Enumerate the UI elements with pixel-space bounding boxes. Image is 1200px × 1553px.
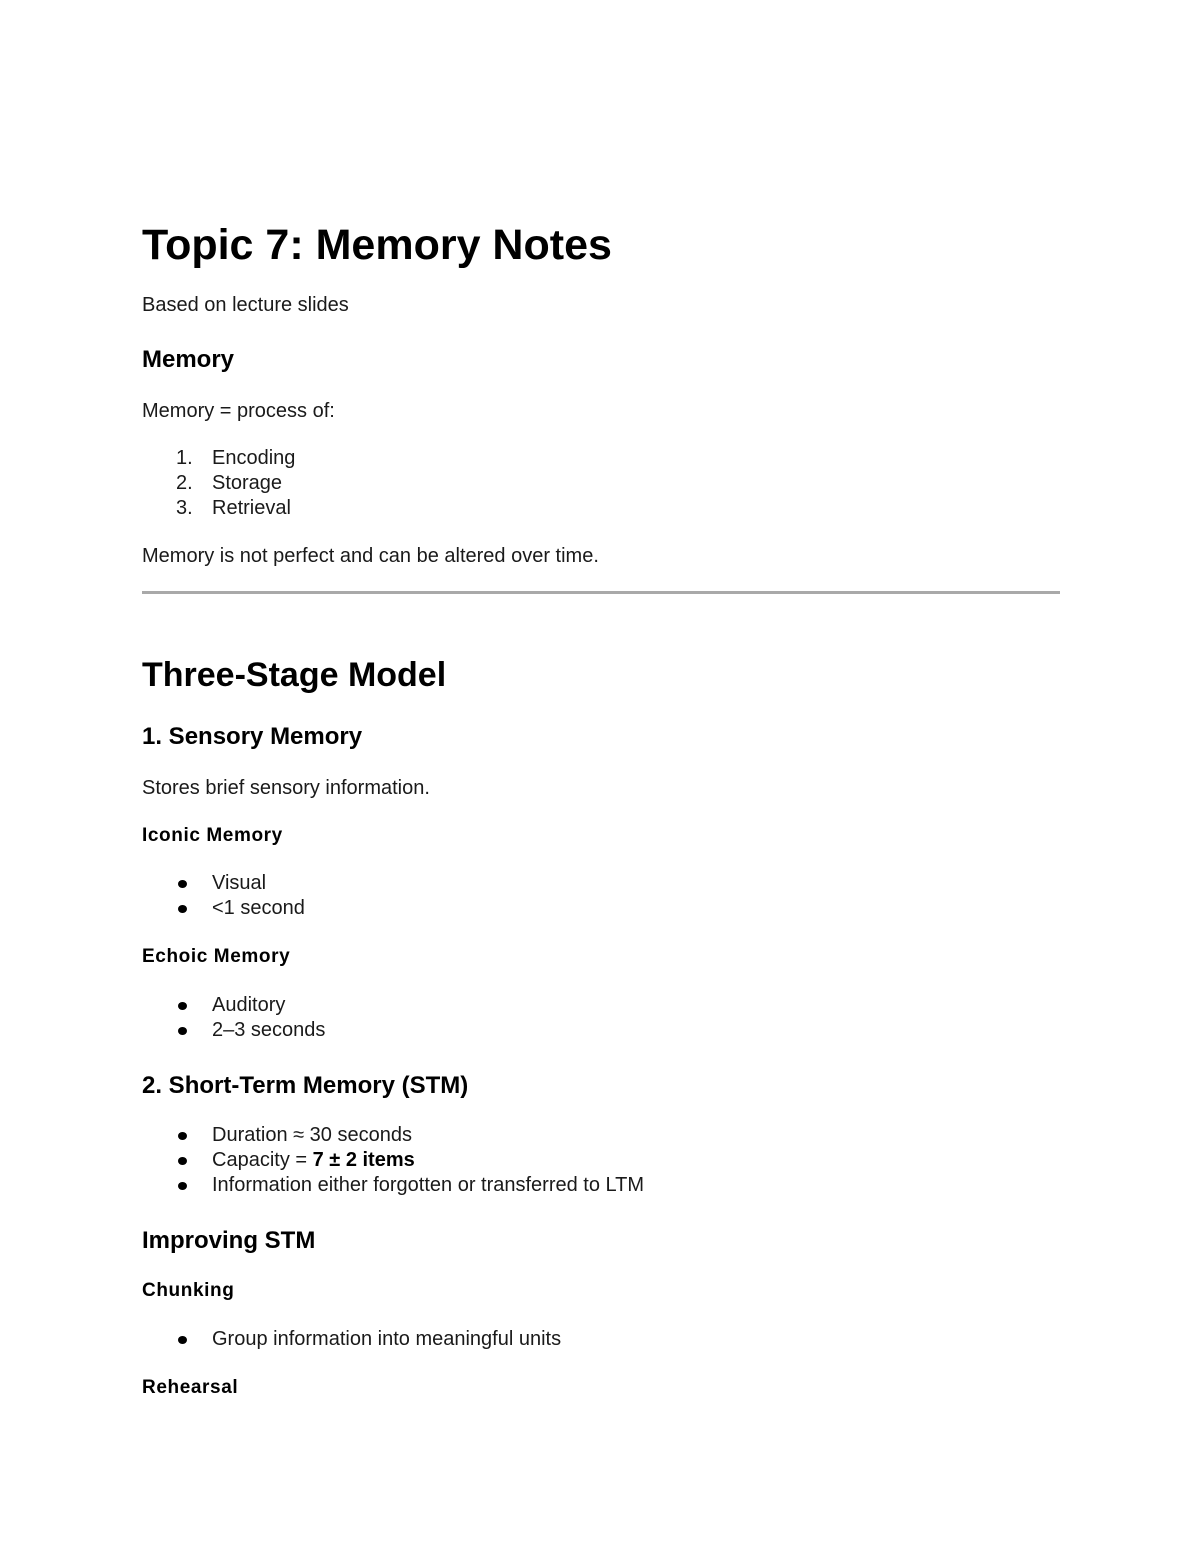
sensory-memory-text: Stores brief sensory information. [142,777,430,799]
chunking-heading: Chunking [142,1280,235,1301]
list-item-text: Duration ≈ 30 seconds [212,1124,412,1146]
bullet-icon [178,1027,187,1035]
list-item-text: Information either forgotten or transferred to LTM [212,1174,645,1196]
sensory-memory-heading: 1. Sensory Memory [142,723,363,750]
rehearsal-heading: Rehearsal [142,1377,239,1398]
list-item-text: Storage [212,472,283,494]
list-number: 3. [176,497,193,519]
list-item [142,993,325,1018]
chunking-list [142,1327,561,1352]
bullet-icon [178,1132,187,1140]
page-title: Topic 7: Memory Notes [142,221,612,269]
list-item-text: Auditory [212,994,286,1016]
list-item [142,496,295,521]
list-item [142,1148,644,1173]
iconic-memory-list [142,871,305,921]
bullet-icon [178,905,187,913]
list-item-text: <1 second [212,897,305,919]
memory-intro: Memory = process of: [142,400,335,422]
bullet-icon [178,1157,187,1165]
subtitle: Based on lecture slides [142,294,349,316]
memory-heading: Memory [142,346,235,373]
horizontal-rule [142,591,1060,594]
echoic-memory-list [142,993,325,1043]
bullet-icon [178,880,187,888]
bullet-icon [178,1002,187,1010]
iconic-memory-heading: Iconic Memory [142,825,283,846]
list-item-text: 2–3 seconds [212,1019,326,1041]
list-item-text: Group information into meaningful units [212,1328,562,1350]
stm-heading: 2. Short-Term Memory (STM) [142,1072,469,1099]
echoic-memory-heading: Echoic Memory [142,946,291,967]
list-item [142,1123,644,1148]
memory-note: Memory is not perfect and can be altered over time. [142,545,599,567]
list-item-text: Encoding [212,447,296,469]
section-title-three-stage: Three-Stage Model [142,656,447,694]
list-item [142,1173,644,1198]
list-item-text: Capacity = [212,1149,313,1171]
list-item [142,871,305,896]
list-item [142,1018,325,1043]
stm-list [142,1123,644,1198]
list-number: 2. [176,472,193,494]
capacity-value: 7 ± 2 items [312,1149,415,1171]
list-item [142,1327,561,1352]
list-item-text: Visual [212,872,267,894]
list-item [142,446,295,471]
list-item [142,471,295,496]
memory-steps-list [142,446,295,521]
bullet-icon [178,1182,187,1190]
list-item [142,896,305,921]
list-item-text: Retrieval [212,497,291,519]
bullet-icon [178,1336,187,1344]
improving-stm-heading: Improving STM [142,1227,316,1254]
list-number: 1. [176,447,193,469]
